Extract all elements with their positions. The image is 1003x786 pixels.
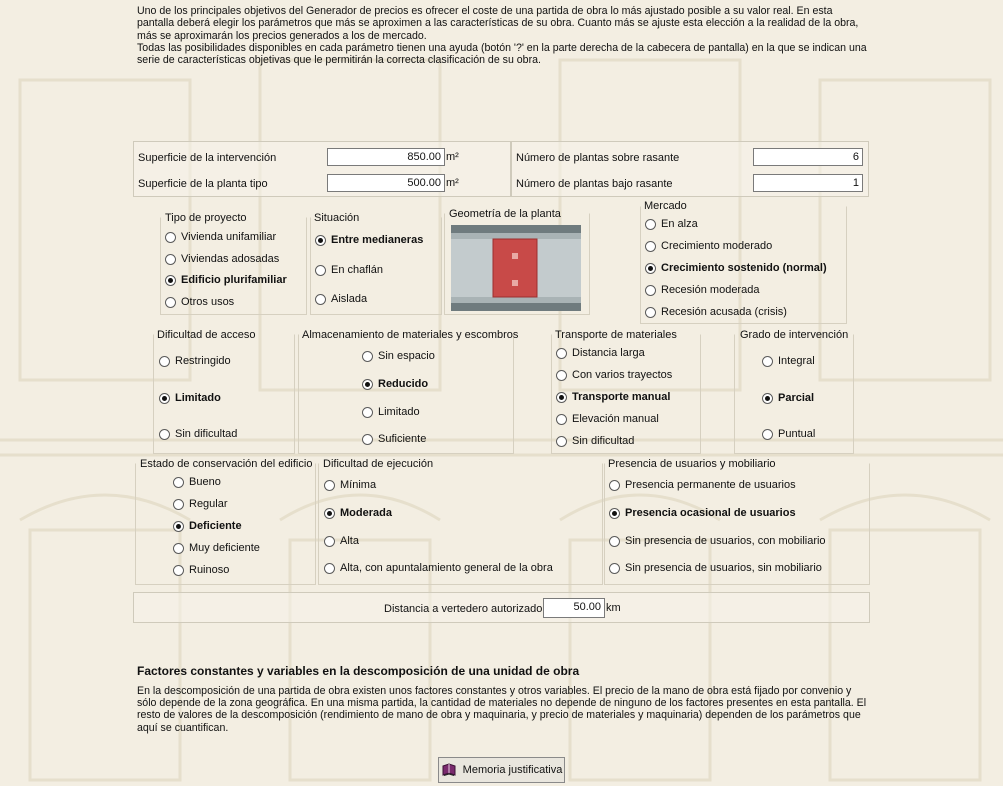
- book-icon: [441, 763, 457, 777]
- option-otros-usos[interactable]: Otros usos: [165, 296, 234, 308]
- radio-button[interactable]: [609, 536, 620, 547]
- plantas-bajo-label: Número de plantas bajo rasante: [516, 178, 673, 190]
- option-varios-trayectos[interactable]: Con varios trayectos: [556, 369, 672, 381]
- superficie-planta-unit: m²: [446, 177, 459, 189]
- mercado-title: Mercado: [644, 200, 687, 212]
- transporte-title: Transporte de materiales: [555, 329, 677, 341]
- radio-button-selected[interactable]: [645, 263, 656, 274]
- option-crecimiento-sostenido[interactable]: Crecimiento sostenido (normal): [645, 262, 827, 274]
- radio-button[interactable]: [362, 351, 373, 362]
- radio-button-selected[interactable]: [173, 521, 184, 532]
- radio-button[interactable]: [324, 536, 335, 547]
- superficie-intervencion-input[interactable]: 850.00: [327, 148, 445, 166]
- radio-button[interactable]: [315, 265, 326, 276]
- option-deficiente[interactable]: Deficiente: [173, 520, 242, 532]
- radio-button[interactable]: [645, 241, 656, 252]
- option-presencia-permanente[interactable]: Presencia permanente de usuarios: [609, 479, 796, 491]
- factores-text: En la descomposición de una partida de obra existen unos factores constantes y otros variables. El precio de la mano de obra está fijado por convenio y sólo depende de la zona geográfica. En una misma partida, la cantidad de materiales no depende de ninguno de los factores presentes en esta pantalla. El resto de valores de la descomposición (rendimiento de mano de obra y maquinaria, y precio de materiales y maquinaria) dependen de los parámetros que aquí se cuantifican.: [137, 685, 867, 734]
- option-en-alza[interactable]: En alza: [645, 218, 698, 230]
- intro-paragraph-2: Todas las posibilidades disponibles en cada parámetro tienen una ayuda (botón '?' en la parte derecha de la cabecera de pantalla) en la que se indican una serie de características objetivas que le permitirán la correcta clasificación de su obra.: [137, 41, 867, 67]
- memoria-justificativa-label: Memoria justificativa: [462, 764, 563, 776]
- radio-button[interactable]: [556, 370, 567, 381]
- radio-button[interactable]: [609, 563, 620, 574]
- option-crecimiento-moderado[interactable]: Crecimiento moderado: [645, 240, 772, 252]
- option-sin-usuarios-sin-mobiliario[interactable]: Sin presencia de usuarios, sin mobiliario: [609, 562, 822, 574]
- option-presencia-ocasional[interactable]: Presencia ocasional de usuarios: [609, 507, 796, 519]
- option-en-chaflan[interactable]: En chaflán: [315, 264, 383, 276]
- superficie-intervencion-label: Superficie de la intervención: [138, 152, 277, 164]
- intro-paragraph-1: Uno de los principales objetivos del Generador de precios es ofrecer el coste de una partida de obra lo más ajustado posible a su valor real. En esta pantalla deberá elegir los parámetros que más se aproximen a las características de su obra. Cuanto más se ajuste esta elección a la realidad de la obra, más se aproximarán los precios generados a los de mercado.: [137, 5, 859, 42]
- radio-button-selected[interactable]: [762, 393, 773, 404]
- plantas-sobre-label: Número de plantas sobre rasante: [516, 152, 680, 164]
- radio-button[interactable]: [556, 436, 567, 447]
- floor-plan-diagram: [451, 225, 581, 311]
- radio-button[interactable]: [173, 477, 184, 488]
- radio-button[interactable]: [165, 254, 176, 265]
- radio-button[interactable]: [324, 480, 335, 491]
- radio-button-selected[interactable]: [324, 508, 335, 519]
- distancia-input[interactable]: 50.00: [543, 598, 605, 618]
- radio-button[interactable]: [362, 407, 373, 418]
- option-entre-medianeras[interactable]: Entre medianeras: [315, 234, 423, 246]
- option-alta[interactable]: Alta: [324, 535, 359, 547]
- factores-heading: Factores constantes y variables en la descomposición de una unidad de obra: [137, 664, 580, 678]
- almacenamiento-title: Almacenamiento de materiales y escombros: [302, 329, 519, 341]
- memoria-justificativa-button[interactable]: [438, 757, 565, 783]
- radio-button[interactable]: [315, 294, 326, 305]
- intro-text: [137, 5, 867, 66]
- option-ruinoso[interactable]: Ruinoso: [173, 564, 229, 576]
- superficie-planta-input[interactable]: 500.00: [327, 174, 445, 192]
- option-sin-usuarios-con-mobiliario[interactable]: Sin presencia de usuarios, con mobiliario: [609, 535, 826, 547]
- distancia-label: Distancia a vertedero autorizado: [384, 603, 543, 615]
- option-recesion-moderada[interactable]: Recesión moderada: [645, 284, 759, 296]
- radio-button[interactable]: [556, 414, 567, 425]
- option-edificio-plurifamiliar[interactable]: Edificio plurifamiliar: [165, 274, 287, 286]
- radio-button-selected[interactable]: [609, 508, 620, 519]
- radio-button-selected[interactable]: [315, 235, 326, 246]
- option-elevacion-manual[interactable]: Elevación manual: [556, 413, 659, 425]
- intervencion-title: Grado de intervención: [740, 329, 849, 341]
- radio-button-selected[interactable]: [362, 379, 373, 390]
- radio-button[interactable]: [556, 348, 567, 359]
- option-alta-apuntalamiento[interactable]: Alta, con apuntalamiento general de la obra: [324, 562, 553, 574]
- superficie-planta-label: Superficie de la planta tipo: [138, 178, 268, 190]
- plantas-sobre-input[interactable]: 6: [753, 148, 863, 166]
- option-vivienda-unifamiliar[interactable]: Vivienda unifamiliar: [165, 231, 276, 243]
- option-viviendas-adosadas[interactable]: Viviendas adosadas: [165, 253, 279, 265]
- option-minima[interactable]: Mínima: [324, 479, 376, 491]
- radio-button[interactable]: [165, 232, 176, 243]
- option-transporte-manual[interactable]: Transporte manual: [556, 391, 670, 403]
- radio-button[interactable]: [762, 356, 773, 367]
- situacion-title: Situación: [314, 212, 360, 224]
- option-limitado-almacen[interactable]: Limitado: [362, 406, 420, 418]
- option-puntual[interactable]: Puntual: [762, 428, 815, 440]
- radio-button[interactable]: [645, 285, 656, 296]
- option-regular[interactable]: Regular: [173, 498, 228, 510]
- geometria-title: Geometría de la planta: [449, 208, 561, 220]
- option-aislada[interactable]: Aislada: [315, 293, 367, 305]
- option-sin-espacio[interactable]: Sin espacio: [362, 350, 435, 362]
- radio-button[interactable]: [609, 480, 620, 491]
- radio-button[interactable]: [173, 543, 184, 554]
- radio-button[interactable]: [159, 356, 170, 367]
- acceso-title: Dificultad de acceso: [157, 329, 256, 341]
- radio-button[interactable]: [645, 307, 656, 318]
- conservacion-title: Estado de conservación del edificio: [140, 458, 313, 470]
- radio-button-selected[interactable]: [165, 275, 176, 286]
- option-recesion-acusada[interactable]: Recesión acusada (crisis): [645, 306, 787, 318]
- tipo-proyecto-title: Tipo de proyecto: [165, 212, 247, 224]
- radio-button[interactable]: [362, 434, 373, 445]
- radio-button[interactable]: [173, 565, 184, 576]
- option-bueno[interactable]: Bueno: [173, 476, 221, 488]
- radio-button[interactable]: [165, 297, 176, 308]
- option-reducido[interactable]: Reducido: [362, 378, 428, 390]
- radio-button-selected[interactable]: [159, 393, 170, 404]
- option-integral[interactable]: Integral: [762, 355, 815, 367]
- radio-button[interactable]: [645, 219, 656, 230]
- option-sin-dificultad-transporte[interactable]: Sin dificultad: [556, 435, 634, 447]
- radio-button[interactable]: [762, 429, 773, 440]
- radio-button-selected[interactable]: [556, 392, 567, 403]
- superficie-intervencion-unit: m²: [446, 151, 459, 163]
- option-distancia-larga[interactable]: Distancia larga: [556, 347, 645, 359]
- plantas-bajo-input[interactable]: 1: [753, 174, 863, 192]
- radio-button[interactable]: [159, 429, 170, 440]
- usuarios-title: Presencia de usuarios y mobiliario: [608, 458, 776, 470]
- option-suficiente[interactable]: Suficiente: [362, 433, 426, 445]
- option-moderada[interactable]: Moderada: [324, 507, 392, 519]
- ejecucion-title: Dificultad de ejecución: [323, 458, 434, 470]
- option-restringido[interactable]: Restringido: [159, 355, 231, 367]
- distancia-unit: km: [606, 602, 621, 614]
- radio-button[interactable]: [173, 499, 184, 510]
- option-parcial[interactable]: Parcial: [762, 392, 814, 404]
- option-sin-dificultad-acceso[interactable]: Sin dificultad: [159, 428, 237, 440]
- option-muy-deficiente[interactable]: Muy deficiente: [173, 542, 260, 554]
- radio-button[interactable]: [324, 563, 335, 574]
- option-limitado[interactable]: Limitado: [159, 392, 221, 404]
